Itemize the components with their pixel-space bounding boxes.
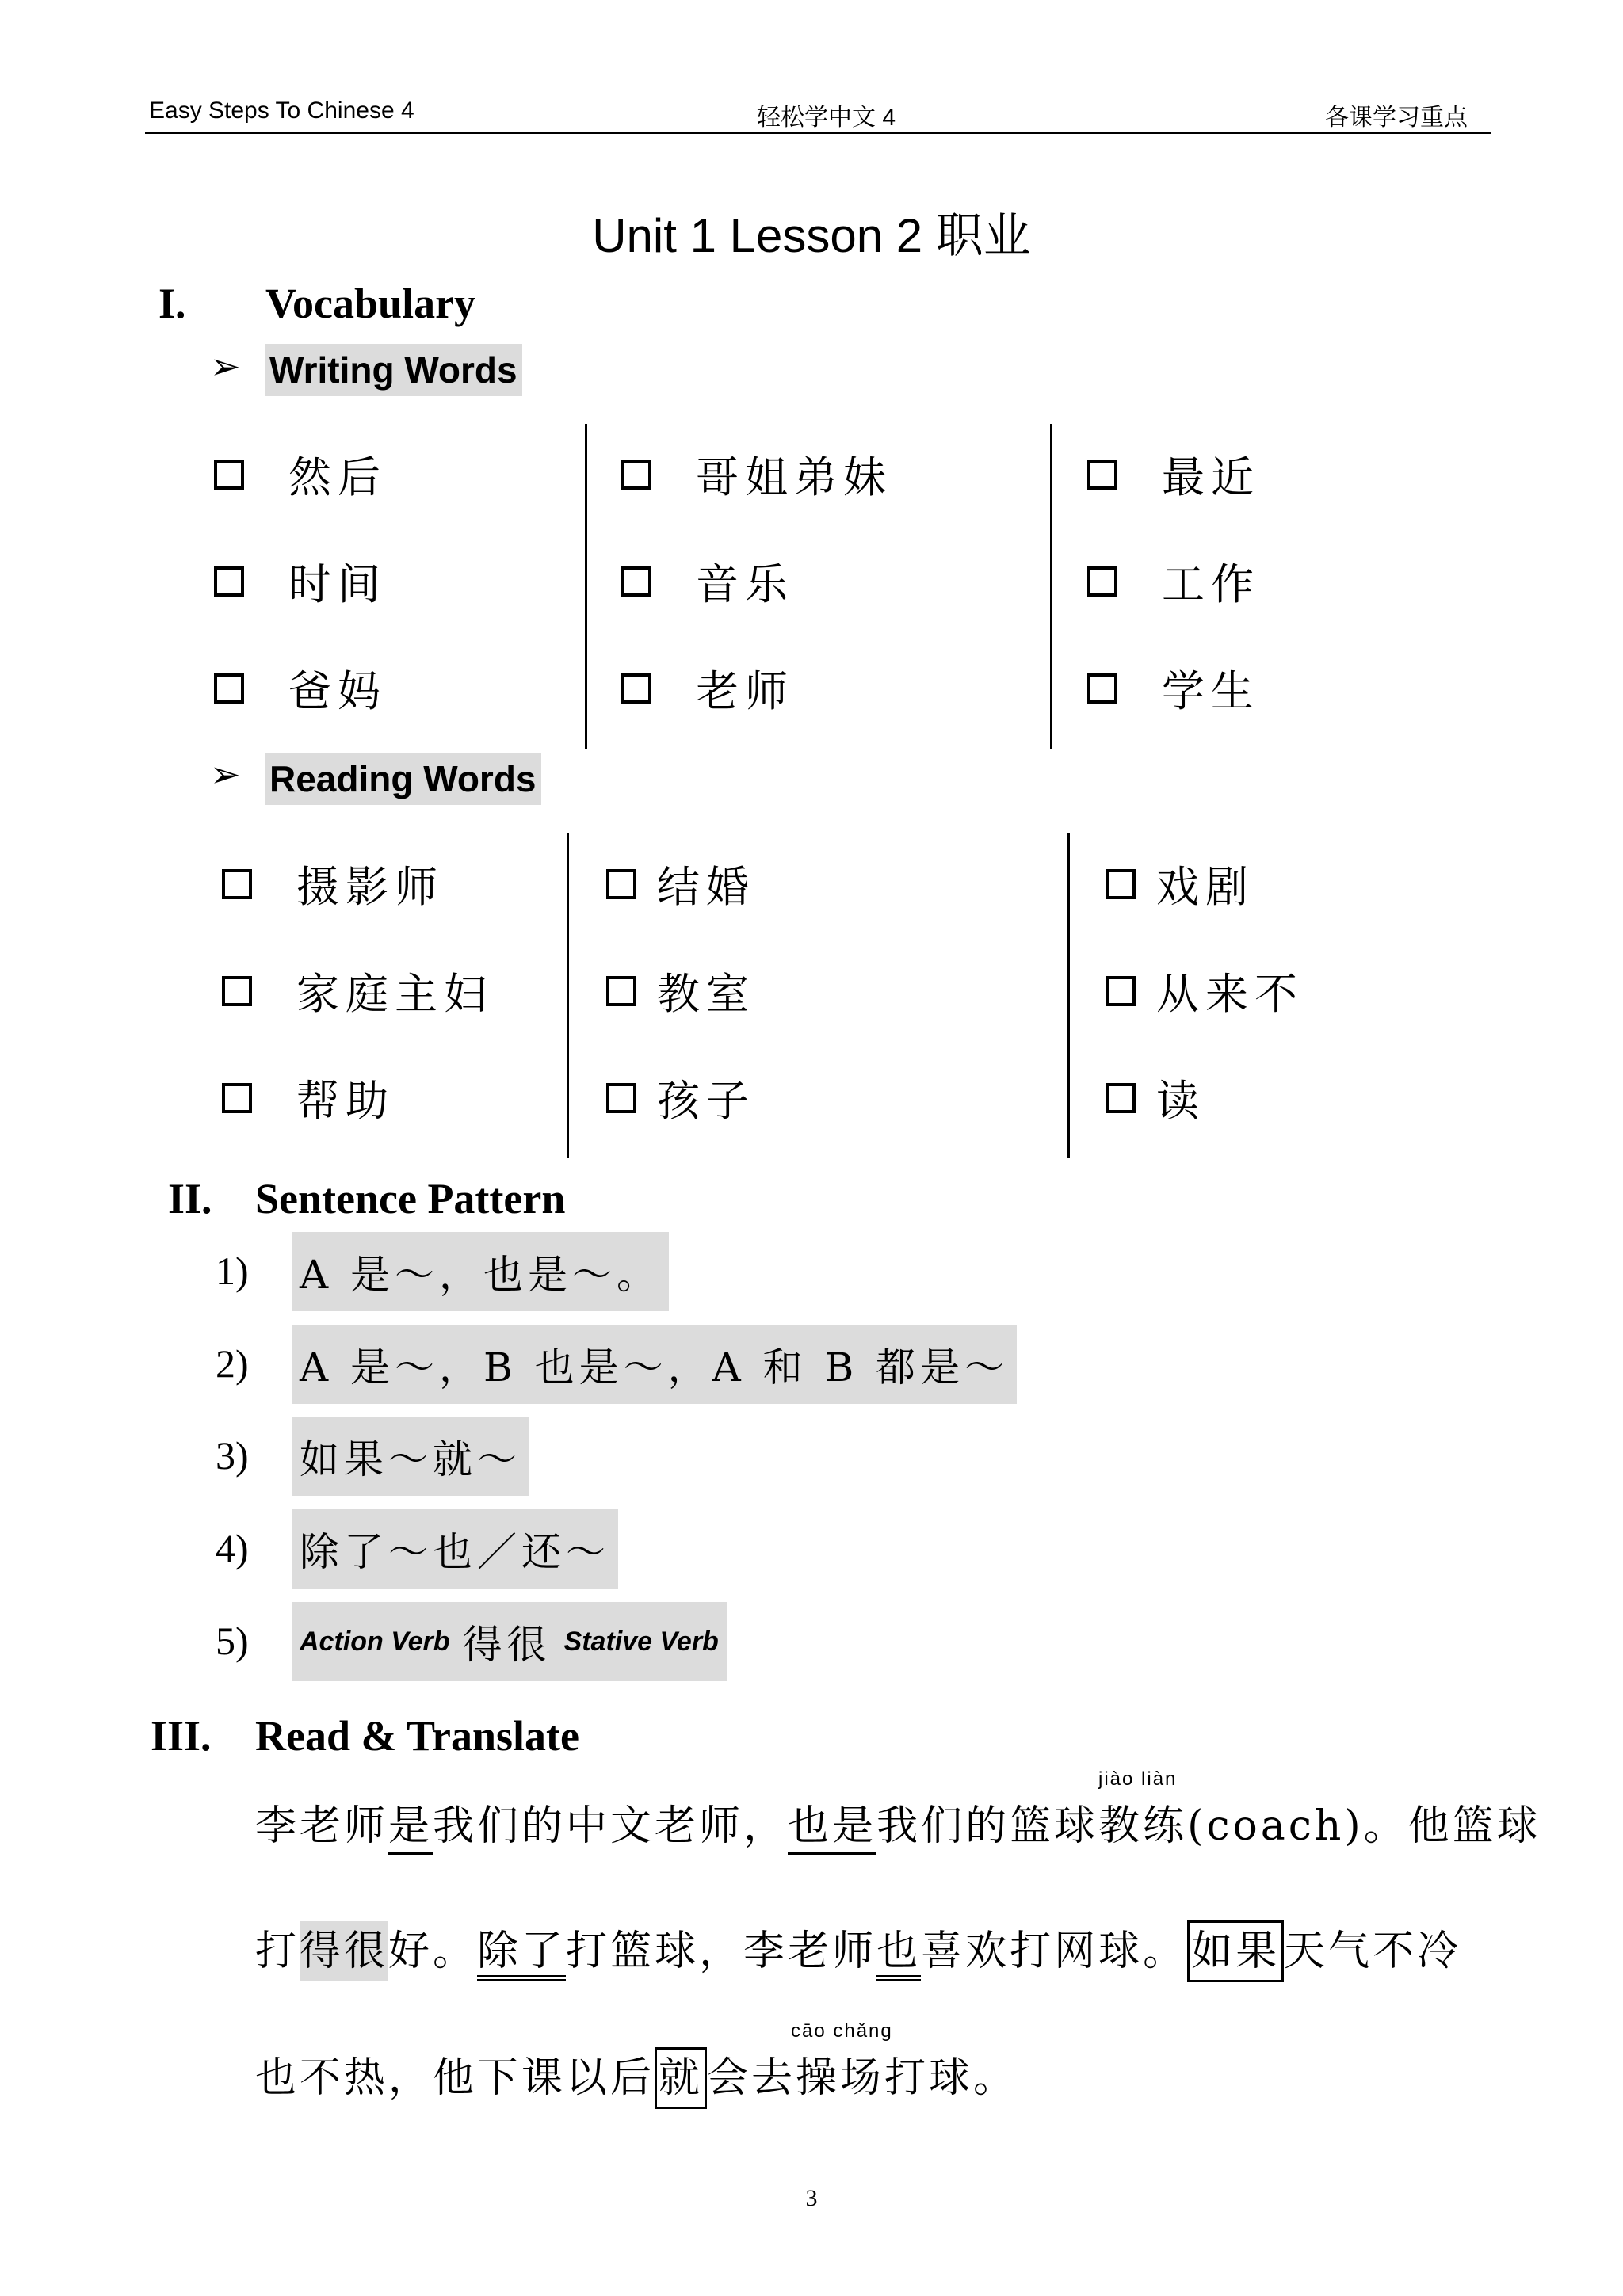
word-text: 戏剧 xyxy=(1156,862,1254,912)
writing-word-item[interactable] xyxy=(214,551,387,612)
reading-word-item[interactable] xyxy=(1106,1067,1205,1128)
reading-word-item[interactable] xyxy=(222,960,493,1021)
section-number-sentence-pattern: II. xyxy=(168,1175,212,1222)
word-text: 教室 xyxy=(657,969,755,1019)
word-text: 音乐 xyxy=(696,559,794,609)
pattern-box xyxy=(292,1602,727,1681)
checkbox[interactable] xyxy=(222,1083,252,1113)
header-chinese-title: 轻松学中文 4 xyxy=(757,105,896,131)
passage-text: 打篮球，李老师 xyxy=(566,1928,877,1975)
pinyin-caochang: cāo chǎng xyxy=(791,2020,893,2042)
checkbox[interactable] xyxy=(1087,673,1117,704)
passage-text: 李老师 xyxy=(255,1802,389,1850)
header-book-title: Easy Steps To Chinese 4 xyxy=(149,97,414,124)
reading-word-item[interactable] xyxy=(606,853,755,914)
page-title: Unit 1 Lesson 2 职业 xyxy=(592,209,1031,262)
reading-words-heading: Reading Words xyxy=(265,753,541,805)
section-number-vocabulary: I. xyxy=(158,280,186,327)
column-divider xyxy=(567,833,569,1158)
checkbox[interactable] xyxy=(621,673,651,704)
checkbox[interactable] xyxy=(1106,1083,1136,1113)
word-text: 时间 xyxy=(288,559,387,609)
checkbox[interactable] xyxy=(606,976,636,1006)
section-number-read-translate: III. xyxy=(151,1712,212,1760)
section-title-read-translate: Read & Translate xyxy=(255,1712,579,1760)
page-number: 3 xyxy=(805,2185,818,2211)
checkbox[interactable] xyxy=(214,673,244,704)
pattern-text: 得很 xyxy=(462,1622,552,1668)
passage-text: 打 xyxy=(255,1928,300,1975)
double-underlined-text: 也 xyxy=(876,1928,921,1981)
word-text: 帮助 xyxy=(296,1076,395,1126)
pattern-number: 2) xyxy=(216,1341,249,1386)
pattern-number: 3) xyxy=(216,1433,249,1478)
word-text: 孩子 xyxy=(657,1076,755,1126)
checkbox[interactable] xyxy=(214,566,244,597)
word-text: 老师 xyxy=(696,666,794,716)
word-text: 家庭主妇 xyxy=(296,969,493,1019)
writing-word-item[interactable] xyxy=(214,658,387,719)
checkbox[interactable] xyxy=(1106,976,1136,1006)
reading-word-item[interactable] xyxy=(606,1067,755,1128)
passage-text: 天气不冷 xyxy=(1284,1928,1462,1975)
header-section-label: 各课学习重点 xyxy=(1325,105,1468,131)
checkbox[interactable] xyxy=(606,869,636,899)
passage-text: 我们的篮球教练(coach)。他篮球 xyxy=(876,1802,1541,1850)
word-text: 工作 xyxy=(1162,559,1260,609)
checkbox[interactable] xyxy=(606,1083,636,1113)
column-divider xyxy=(1050,424,1052,749)
boxed-text: 就 xyxy=(655,2047,707,2109)
passage-line-3 xyxy=(255,2044,1018,2103)
checkbox[interactable] xyxy=(214,460,244,490)
reading-word-item[interactable] xyxy=(1106,853,1254,914)
writing-word-item[interactable] xyxy=(214,444,387,505)
pattern-text: A 是～，也是～。 xyxy=(300,1252,662,1298)
pattern-number: 4) xyxy=(216,1526,249,1570)
boxed-text: 如果 xyxy=(1187,1920,1284,1982)
writing-word-item[interactable] xyxy=(1087,551,1260,612)
writing-word-item[interactable] xyxy=(621,551,794,612)
pattern-box xyxy=(292,1417,529,1496)
checkbox[interactable] xyxy=(222,869,252,899)
checkbox[interactable] xyxy=(1106,869,1136,899)
reading-word-item[interactable] xyxy=(606,960,755,1021)
word-text: 爸妈 xyxy=(288,666,387,716)
writing-words-heading: Writing Words xyxy=(265,344,522,396)
pattern-box xyxy=(292,1325,1017,1404)
word-text: 结婚 xyxy=(657,862,755,912)
word-text: 哥姐弟妹 xyxy=(696,452,892,502)
arrow-bullet-icon: ➢ xyxy=(210,753,241,795)
checkbox[interactable] xyxy=(1087,460,1117,490)
highlighted-text: 得很 xyxy=(300,1921,388,1981)
passage-line-2 xyxy=(255,1917,1461,1977)
section-title-sentence-pattern: Sentence Pattern xyxy=(255,1175,566,1222)
checkbox[interactable] xyxy=(621,460,651,490)
word-text: 摄影师 xyxy=(296,862,444,912)
pattern-number: 5) xyxy=(216,1619,249,1663)
column-divider xyxy=(585,424,587,749)
section-title-vocabulary: Vocabulary xyxy=(265,280,476,327)
pattern-text: 除了～也／还～ xyxy=(300,1529,610,1575)
pattern-box xyxy=(292,1509,618,1589)
passage-text: 我们的中文老师， xyxy=(433,1802,789,1850)
pattern-text: 如果～就～ xyxy=(300,1436,521,1482)
reading-word-item[interactable] xyxy=(222,1067,395,1128)
pattern-action-verb: Action Verb xyxy=(300,1626,450,1657)
passage-text: 好。 xyxy=(388,1928,478,1975)
writing-word-item[interactable] xyxy=(1087,658,1260,719)
reading-word-item[interactable] xyxy=(222,853,444,914)
word-text: 读 xyxy=(1156,1076,1205,1126)
underlined-text: 也是 xyxy=(788,1802,876,1855)
checkbox[interactable] xyxy=(1087,566,1117,597)
pattern-number: 1) xyxy=(216,1249,249,1293)
column-divider xyxy=(1067,833,1070,1158)
underlined-text: 是 xyxy=(388,1802,433,1855)
pinyin-jiaolian: jiào liàn xyxy=(1098,1768,1178,1790)
passage-line-1 xyxy=(255,1792,1541,1852)
writing-word-item[interactable] xyxy=(621,658,794,719)
passage-text: 会去操场打球。 xyxy=(707,2054,1018,2102)
arrow-bullet-icon: ➢ xyxy=(210,345,241,387)
writing-word-item[interactable] xyxy=(621,444,892,505)
pattern-stative-verb: Stative Verb xyxy=(563,1626,719,1657)
word-text: 学生 xyxy=(1162,666,1260,716)
header-rule xyxy=(145,132,1491,134)
word-text: 最近 xyxy=(1162,452,1260,502)
passage-text: 也不热，他下课以后 xyxy=(255,2054,655,2102)
reading-word-item[interactable] xyxy=(1106,960,1304,1021)
word-text: 从来不 xyxy=(1156,969,1304,1019)
writing-word-item[interactable] xyxy=(1087,444,1260,505)
pattern-text: A 是～，B 也是～，A 和 B 都是～ xyxy=(300,1344,1010,1390)
pattern-box xyxy=(292,1232,669,1311)
word-text: 然后 xyxy=(288,452,387,502)
checkbox[interactable] xyxy=(222,976,252,1006)
double-underlined-text: 除了 xyxy=(477,1928,566,1981)
passage-text: 喜欢打网球。 xyxy=(921,1928,1188,1975)
checkbox[interactable] xyxy=(621,566,651,597)
